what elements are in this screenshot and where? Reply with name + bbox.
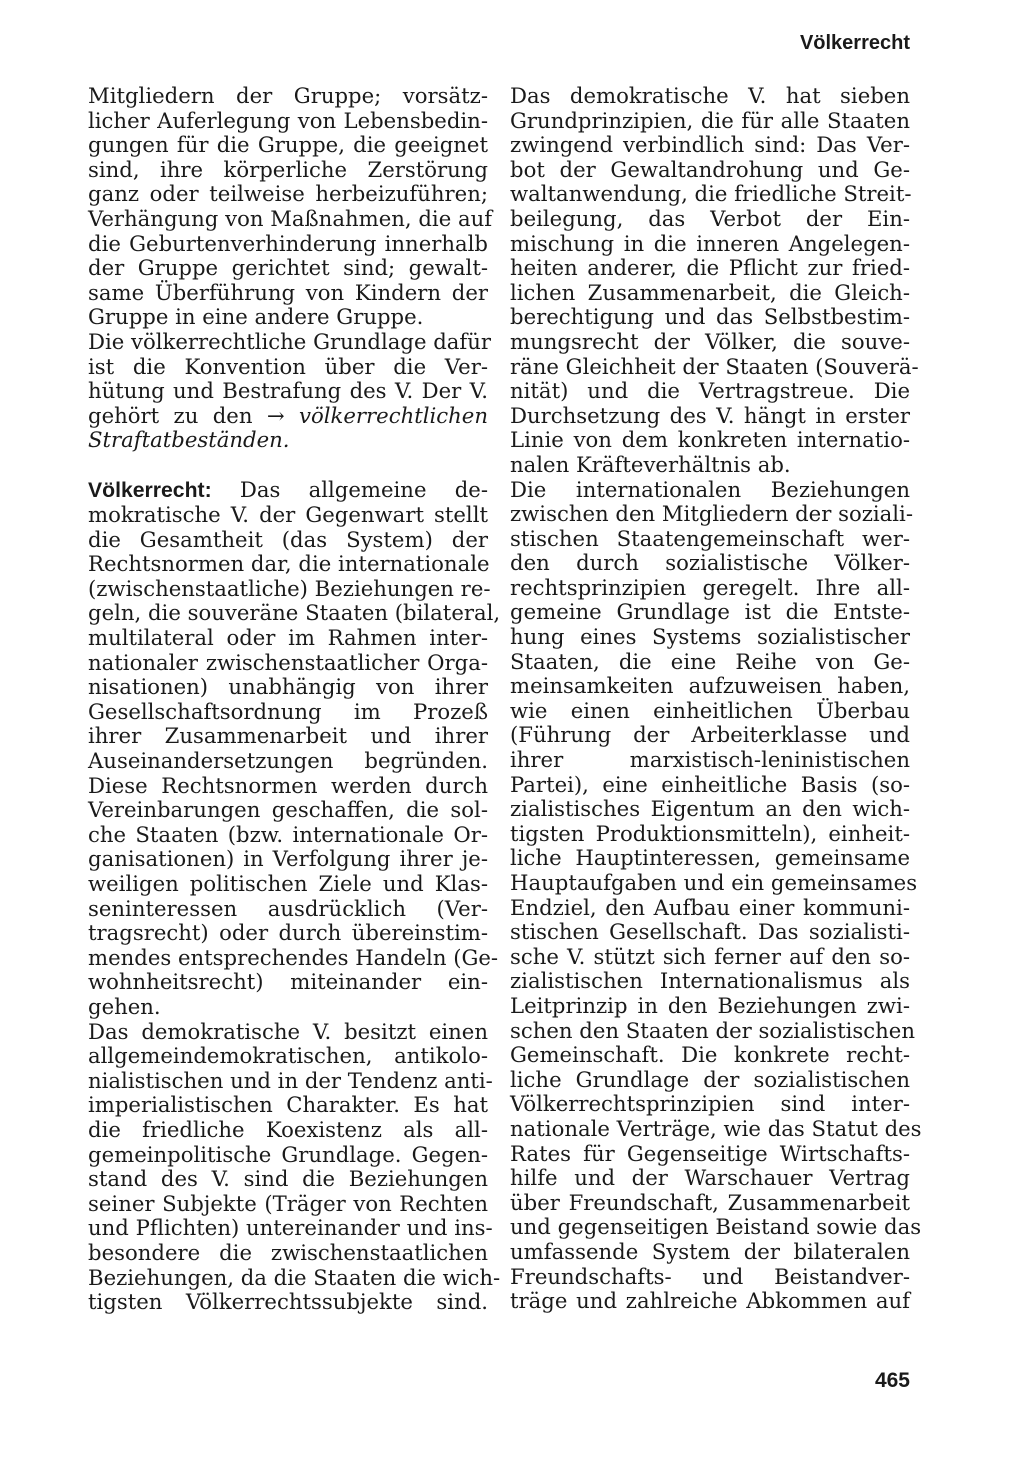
text-line: gemeine Grundlage ist die Entste-: [510, 599, 910, 625]
text-line: Durchsetzung des V. hängt in erster: [510, 402, 910, 428]
text-line: Die internationalen Beziehungen: [510, 476, 910, 502]
text-line: über Freundschaft, Zusammenarbeit: [510, 1189, 910, 1215]
text-line: nisationen) unabhängig von ihrer: [88, 674, 488, 700]
text-line: heiten anderer, die Pflicht zur fried-: [510, 255, 910, 281]
text-line: Gesellschaftsordnung im Prozeß: [88, 698, 488, 724]
text-line: Auseinandersetzungen begründen.: [88, 748, 488, 774]
text-line: Partei), eine einheitliche Basis (so-: [510, 771, 910, 797]
text-line: Beziehungen, da die Staaten die wich-: [88, 1264, 501, 1290]
text-line: Freundschafts- und Beistandver-: [510, 1263, 910, 1289]
text-line: Rates für Gegenseitige Wirtschafts-: [510, 1140, 910, 1166]
text-line: mendes entsprechendes Handeln (Ge-: [88, 944, 499, 970]
text-line: träge und zahlreiche Abkommen auf: [510, 1288, 910, 1314]
text-line: geln, die souveräne Staaten (bilateral,: [88, 600, 501, 626]
entry-first-line-text: Das allgemeine de-: [211, 476, 488, 502]
text-line: nationale Verträge, wie das Statut des: [510, 1115, 922, 1141]
paragraph-gap: [88, 453, 488, 478]
right-paragraph-2: [510, 476, 922, 1314]
text-line: imperialistischen Charakter. Es hat: [88, 1092, 488, 1118]
text-line: die friedliche Koexistenz als all-: [88, 1116, 488, 1142]
text-line: ganisationen) in Verfolgung ihrer je-: [88, 846, 488, 872]
text-line: mungsrecht der Völker, die souve-: [510, 328, 910, 354]
text-line: Das demokratische V. hat sieben: [510, 83, 910, 108]
text-line: sind, ihre körperliche Zerstörung: [88, 156, 488, 182]
text-line: gungen für die Gruppe, die geeignet: [88, 132, 488, 158]
text-line: ganz oder teilweise herbeizuführen;: [88, 181, 488, 207]
text-line: Hauptaufgaben und ein gemeinsames: [510, 870, 918, 895]
text-line: berechtigung und das Selbstbestim-: [510, 304, 910, 330]
crossref-link: völkerrechtlichen: [299, 402, 488, 428]
text-line: lichen Zusammenarbeit, die Gleich-: [510, 279, 910, 305]
text-line: licher Auferlegung von Lebensbedin-: [88, 107, 488, 133]
text-line: same Überführung von Kindern der: [88, 279, 488, 305]
text-line: Staaten, die eine Reihe von Ge-: [510, 648, 910, 674]
text-line: hütung und Bestrafung des V. Der V.: [88, 378, 488, 404]
text-line: Vereinbarungen geschaffen, die sol-: [88, 797, 488, 823]
text-line: ihrer marxistisch-leninistischen: [510, 747, 910, 773]
text-line: wie einen einheitlichen Überbau: [510, 697, 910, 723]
text-line: liche Hauptinteressen, gemeinsame: [510, 845, 910, 871]
text-line: Gemeinschaft. Die konkrete recht-: [510, 1042, 910, 1068]
text-line: (Führung der Arbeiterklasse und: [510, 722, 910, 748]
text-line: Verhängung von Maßnahmen, die auf: [88, 205, 493, 231]
text-line: gemeinpolitische Grundlage. Gegen-: [88, 1141, 488, 1167]
text-line: seiner Subjekte (Träger von Rechten: [88, 1190, 488, 1216]
running-head: Völkerrecht: [799, 32, 910, 54]
entry-term: Völkerrecht:: [88, 478, 212, 502]
left-column: [88, 83, 501, 1315]
text-line: (zwischenstaatliche) Beziehungen re-: [88, 575, 491, 601]
text-line: die Geburtenverhinderung innerhalb: [88, 230, 488, 256]
text-line: den durch sozialistische Völker-: [510, 550, 910, 576]
text-line: hilfe und der Warschauer Vertrag: [510, 1165, 910, 1191]
text-line: Völkerrechtsprinzipien sind inter-: [510, 1091, 910, 1117]
text-line: stischen Gesellschaft. Das sozialisti-: [510, 919, 910, 945]
text-line: Linie von dem konkreten internatio-: [510, 427, 910, 453]
entry-first-line: [88, 478, 488, 504]
text-line: meinsamkeiten aufzuweisen haben,: [510, 673, 910, 699]
text-line: tigsten Produktionsmitteln), einheit-: [510, 820, 910, 846]
text-line: Mitgliedern der Gruppe; vorsätz-: [88, 83, 488, 108]
right-paragraph-1: [510, 83, 919, 478]
text-line: Endziel, den Aufbau einer kommuni-: [510, 894, 910, 920]
text-line: nationaler zwischenstaatlicher Orga-: [88, 649, 488, 675]
text-line: stischen Staatengemeinschaft wer-: [510, 525, 910, 551]
right-column: [510, 83, 922, 1314]
text-line: schen den Staaten der sozialistischen: [510, 1017, 915, 1043]
text-line: Leitprinzip in den Beziehungen zwi-: [510, 992, 910, 1018]
left-paragraph-4: [88, 1018, 501, 1315]
text-line: zwischen den Mitgliedern der soziali-: [510, 501, 913, 527]
text-line: Gruppe in eine andere Gruppe.: [88, 304, 424, 330]
text-line: Das demokratische V. besitzt einen: [88, 1018, 488, 1044]
text-line: beilegung, das Verbot der Ein-: [510, 205, 910, 231]
text-line: hung eines Systems sozialistischer: [510, 624, 910, 650]
text-line: ihrer Zusammenarbeit und ihrer: [88, 723, 488, 749]
text-line: Grundprinzipien, die für alle Staaten: [510, 107, 910, 133]
text-line: seninteressen ausdrücklich (Ver-: [88, 895, 488, 921]
text-line: waltanwendung, die friedliche Streit-: [510, 181, 912, 207]
text-line: bot der Gewaltandrohung und Ge-: [510, 156, 910, 182]
text-line: multilateral oder im Rahmen inter-: [88, 625, 488, 651]
text-line: Diese Rechtsnormen werden durch: [88, 772, 488, 798]
text-line: rechtsprinzipien geregelt. Ihre all-: [510, 574, 910, 600]
text-line: und Pflichten) untereinander und ins-: [88, 1215, 493, 1241]
text-line: die Gesamtheit (das System) der: [88, 526, 488, 552]
text-line: sche V. stützt sich ferner auf den so-: [510, 943, 910, 969]
text-line: mischung in die inneren Angelegen-: [510, 230, 910, 256]
text-line: wohnheitsrecht) miteinander ein-: [88, 969, 488, 995]
text-line: tragsrecht) oder durch übereinstim-: [88, 920, 488, 946]
text-line: nialistischen und in der Tendenz anti-: [88, 1067, 493, 1093]
text-line: nität) und die Vertragstreue. Die: [510, 378, 910, 404]
text-line: räne Gleichheit der Staaten (Souverä-: [510, 353, 919, 379]
crossref-prefix: gehört zu den →: [88, 402, 300, 428]
text-line: zialistischen Internationalismus als: [510, 968, 910, 994]
text-line: besondere die zwischenstaatlichen: [88, 1239, 488, 1265]
text-line: mokratische V. der Gegenwart stellt: [88, 502, 488, 528]
text-line: tigsten Völkerrechtssubjekte sind.: [88, 1289, 488, 1315]
text-line: Die völkerrechtliche Grundlage dafür: [88, 328, 492, 354]
text-line: stand des V. sind die Beziehungen: [88, 1166, 488, 1192]
text-line: nalen Kräfteverhältnis ab.: [510, 451, 791, 477]
text-line: der Gruppe gerichtet sind; gewalt-: [88, 255, 488, 281]
entry-voelkerrecht: [88, 476, 501, 1020]
left-paragraph-2: [88, 328, 492, 453]
page-number: 465: [874, 1369, 910, 1392]
text-line-with-crossref: [88, 404, 488, 429]
text-line: che Staaten (bzw. internationale Or-: [88, 821, 488, 847]
text-line: umfassende System der bilateralen: [510, 1238, 910, 1264]
text-line: liche Grundlage der sozialistischen: [510, 1066, 910, 1092]
text-line: weiligen politischen Ziele und Klas-: [88, 871, 488, 896]
left-paragraph-1: [88, 83, 493, 330]
text-line: Rechtsnormen dar, die internationale: [88, 551, 490, 577]
text-line: ist die Konvention über die Ver-: [88, 353, 488, 379]
text-line: gehen.: [88, 993, 161, 1019]
text-line: zwingend verbindlich sind: Das Ver-: [510, 132, 910, 158]
crossref-link-continued: Straftatbeständen.: [88, 427, 290, 453]
text-line: und gegenseitigen Beistand sowie das: [510, 1214, 922, 1240]
text-line: zialistisches Eigentum an den wich-: [510, 796, 910, 822]
text-line: allgemeindemokratischen, antikolo-: [88, 1043, 488, 1069]
